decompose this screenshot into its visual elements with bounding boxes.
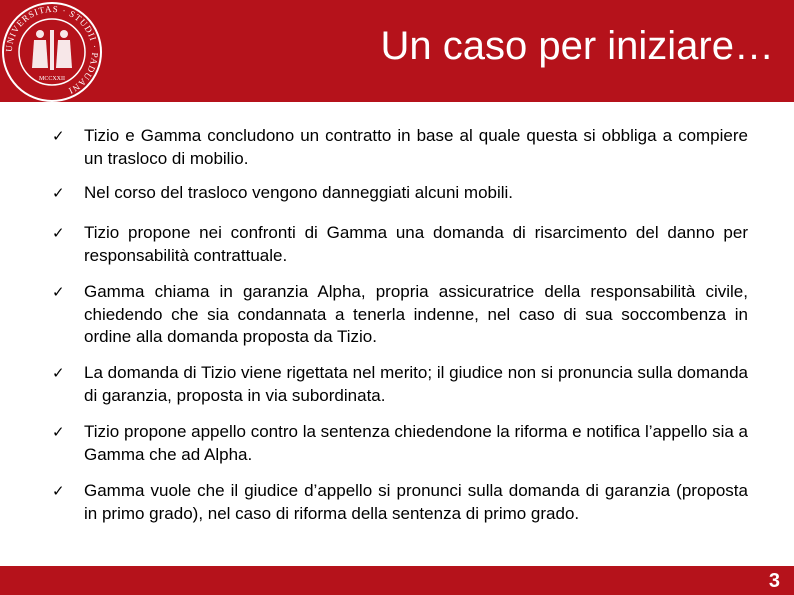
bullet-item xyxy=(52,222,748,267)
bullet-text: Tizio propone appello contro la sentenza chiedendone la riforma e notifica l’appello sia a Gamma che ad Alpha. xyxy=(84,422,748,464)
checkmark-icon: ✓ xyxy=(52,364,65,382)
bullet-text: Tizio e Gamma concludono un contratto in base al quale questa si obbliga a compiere un trasloco di mobilio. xyxy=(84,126,748,168)
checkmark-icon: ✓ xyxy=(52,127,65,145)
bullet-item xyxy=(52,421,748,466)
bullet-text: Nel corso del trasloco vengono danneggiati alcuni mobili. xyxy=(84,183,514,202)
bullet-text: Gamma vuole che il giudice d’appello si pronunci sulla domanda di garanzia (proposta in primo grado), nel caso di riforma della sentenza di primo grado. xyxy=(84,481,748,523)
checkmark-icon: ✓ xyxy=(52,224,65,242)
svg-text:UNIVERSITAS · STUDII · PADUANI: UNIVERSITAS · STUDII · PADUANI xyxy=(3,3,101,97)
footer-band xyxy=(0,566,794,595)
page-number: 3 xyxy=(768,570,780,592)
bullet-item xyxy=(52,281,748,349)
bullet-item xyxy=(52,362,748,407)
checkmark-icon: ✓ xyxy=(52,184,65,202)
checkmark-icon: ✓ xyxy=(52,423,65,441)
checkmark-icon: ✓ xyxy=(52,283,65,301)
svg-text:MCCXXII: MCCXXII xyxy=(38,76,66,82)
checkmark-icon: ✓ xyxy=(52,482,65,500)
bullet-item xyxy=(52,125,748,170)
slide-title: Un caso per iniziare… xyxy=(380,24,774,68)
bullet-text: La domanda di Tizio viene rigettata nel merito; il giudice non si pronuncia sulla domanda di garanzia, proposta in via subordinata. xyxy=(84,363,748,405)
bullet-text: Tizio propone nei confronti di Gamma una domanda di risarcimento del danno per responsabilità contrattuale. xyxy=(84,223,748,265)
bullet-item xyxy=(52,480,748,525)
bullet-text: Gamma chiama in garanzia Alpha, propria assicuratrice della responsabilità civile, chiedendo che sia condannata a tenerla indenne, nel caso di sua soccombenza in ordine alla domanda proposta da Tizio. xyxy=(84,282,748,346)
bullet-item xyxy=(52,182,748,205)
